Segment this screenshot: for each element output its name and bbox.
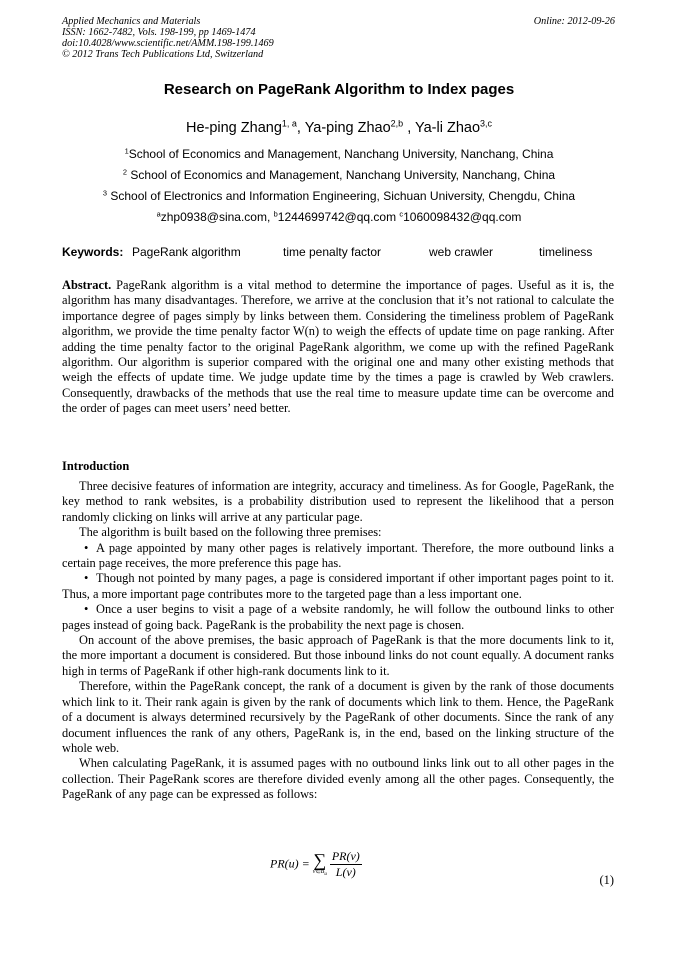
keywords-label: Keywords: [62,245,124,259]
equation-numerator: PR(v) [331,849,360,863]
affiliation-text: School of Economics and Management, Nanchang University, Nanchang, China [130,168,556,182]
author-name: Ya-ping Zhao [304,120,391,136]
abstract-label: Abstract. [62,278,112,292]
affiliation [0,147,678,161]
paragraph: The algorithm is built based on the following three premises: [79,525,382,540]
affiliation-text: School of Electronics and Information Engineering, Sichuan University, Chengdu, China [110,189,576,203]
abstract [62,278,614,417]
keyword: timeliness [539,245,593,259]
bullet-icon: • [84,540,89,555]
affiliation-sup: 1 [124,146,129,156]
equation-denominator: L(v) [335,865,356,879]
affiliation [0,168,678,182]
keyword: PageRank algorithm [132,245,241,259]
pagerank-equation [270,849,362,880]
bullet-icon: • [84,571,89,586]
equation-lhs: PR(u) = [270,856,310,871]
paper-title: Research on PageRank Algorithm to Index pages [163,81,515,98]
author-name: Ya-li Zhao [415,120,481,136]
summation-symbol: ∑ $v\in B_u$ [312,849,327,878]
author-sup: 3,c [480,118,493,129]
doi-line: doi:10.4028/www.scientific.net/AMM.198-199.1469 [62,38,274,49]
author-sup: 2,b [390,118,404,129]
bullet-item: • Once a user begins to visit a page of a website randomly, he will follow the outbound links to other pages instead of going back. PageRank is the probability the next page is chosen. [62,602,614,632]
keywords-line [62,245,593,259]
email-text: 1244699742@qq.com [277,210,400,224]
equation-number: (1) [599,873,614,887]
author-list: He-ping Zhang$^{1, a}$, Ya-ping Zhao$^{2,b}$ , Ya-li Zhao$^{3,c}$ [185,118,493,136]
paragraph: When calculating PageRank, it is assumed pages with no outbound links link out to all other pages in the collection. Their PageRank scores are therefore divided evenly among all the other pages. Consequently, the PageRank of any page can be expressed as follows: [62,756,614,802]
email-sup: c [399,209,404,219]
affiliation-sup: 3 [102,188,108,198]
section-heading: Introduction [62,459,130,473]
email-text: 1060098432@qq.com [403,210,522,224]
keyword: web crawler [429,245,494,259]
email-sup: a [156,209,161,219]
copyright-line: © 2012 Trans Tech Publications Ltd, Switzerland [62,49,264,60]
sum-subscript-index: u [324,872,327,878]
sum-subscript: v∈B [312,868,325,875]
introduction-body [62,479,614,803]
affiliation-sup: 2 [122,167,128,177]
journal-name: Applied Mechanics and Materials [62,16,201,27]
keyword: time penalty factor [283,245,382,259]
paragraph: Three decisive features of information are integrity, accuracy and timeliness. As for Google, PageRank, the key method to rank websites, is a probability distribution used to represent the likelihood that a person randomly clicking on links will arrive at any particular page. [62,479,614,524]
email-line [0,210,678,224]
paragraph: Therefore, within the PageRank concept, the rank of a document is given by the rank of those documents which link to it. Their rank again is given by the rank of documents which link to them. Hence, the PageRank of a document is always determined recursively by the PageRank of other documents. Since the rank of any document influences the rank of any others, PageRank is, in the end, based on the linking structure of the whole web. [62,679,614,755]
email-sup: b [273,209,278,219]
journal-header [62,16,274,60]
abstract-text: PageRank algorithm is a vital method to determine the importance of pages. Useful as it is, the algorithm has many disadvantages. Therefore, we arrive at the conclusion that it’s not rational to calculate the importance degree of pages simply by links between them. Considering the timeliness problem of PageRank algorithm, we provide the time penalty factor W(n) to weigh the effects of update time on page ranking. After adding the time penalty factor to the original PageRank algorithm, we come up with the refined PageRank algorithm. Our algorithm is superior compared with the original one and many other existing methods that weigh the effects of update time. We judge update time by the times a page is crawled by Web crawlers. Consequently, drawbacks of the methods that use the real time to measure update time can be overcome and the order of pages can meet users’ need better. [62,278,614,416]
bullet-item: • Though not pointed by many pages, a page is considered important if other important pages point to it. Thus, a more important page contributes more to the targeted page than a less important one. [62,571,614,601]
author-name: He-ping Zhang [185,120,282,136]
online-date: Online: 2012-09-26 [533,16,615,27]
bullet-item: • A page appointed by many other pages is relatively important. Therefore, the more outbound links a certain page receives, the more preference this page has. [62,540,614,571]
paragraph: On account of the above premises, the basic approach of PageRank is that the more documents link to it, the more important a document is considered. But those inbound links do not count equally. A document ranks high in terms of PageRank if other high-rank documents link to it. [62,633,614,678]
affiliation [0,189,678,203]
author-sup: 1, a [281,118,297,129]
affiliation-text: School of Economics and Management, Nanchang University, Nanchang, China [128,147,554,161]
bullet-icon: • [84,602,89,617]
issn-line: ISSN: 1662-7482, Vols. 198-199, pp 1469-1474 [62,27,256,38]
equation-fraction [330,849,362,880]
email-text: zhp0938@sina.com, [160,210,274,224]
